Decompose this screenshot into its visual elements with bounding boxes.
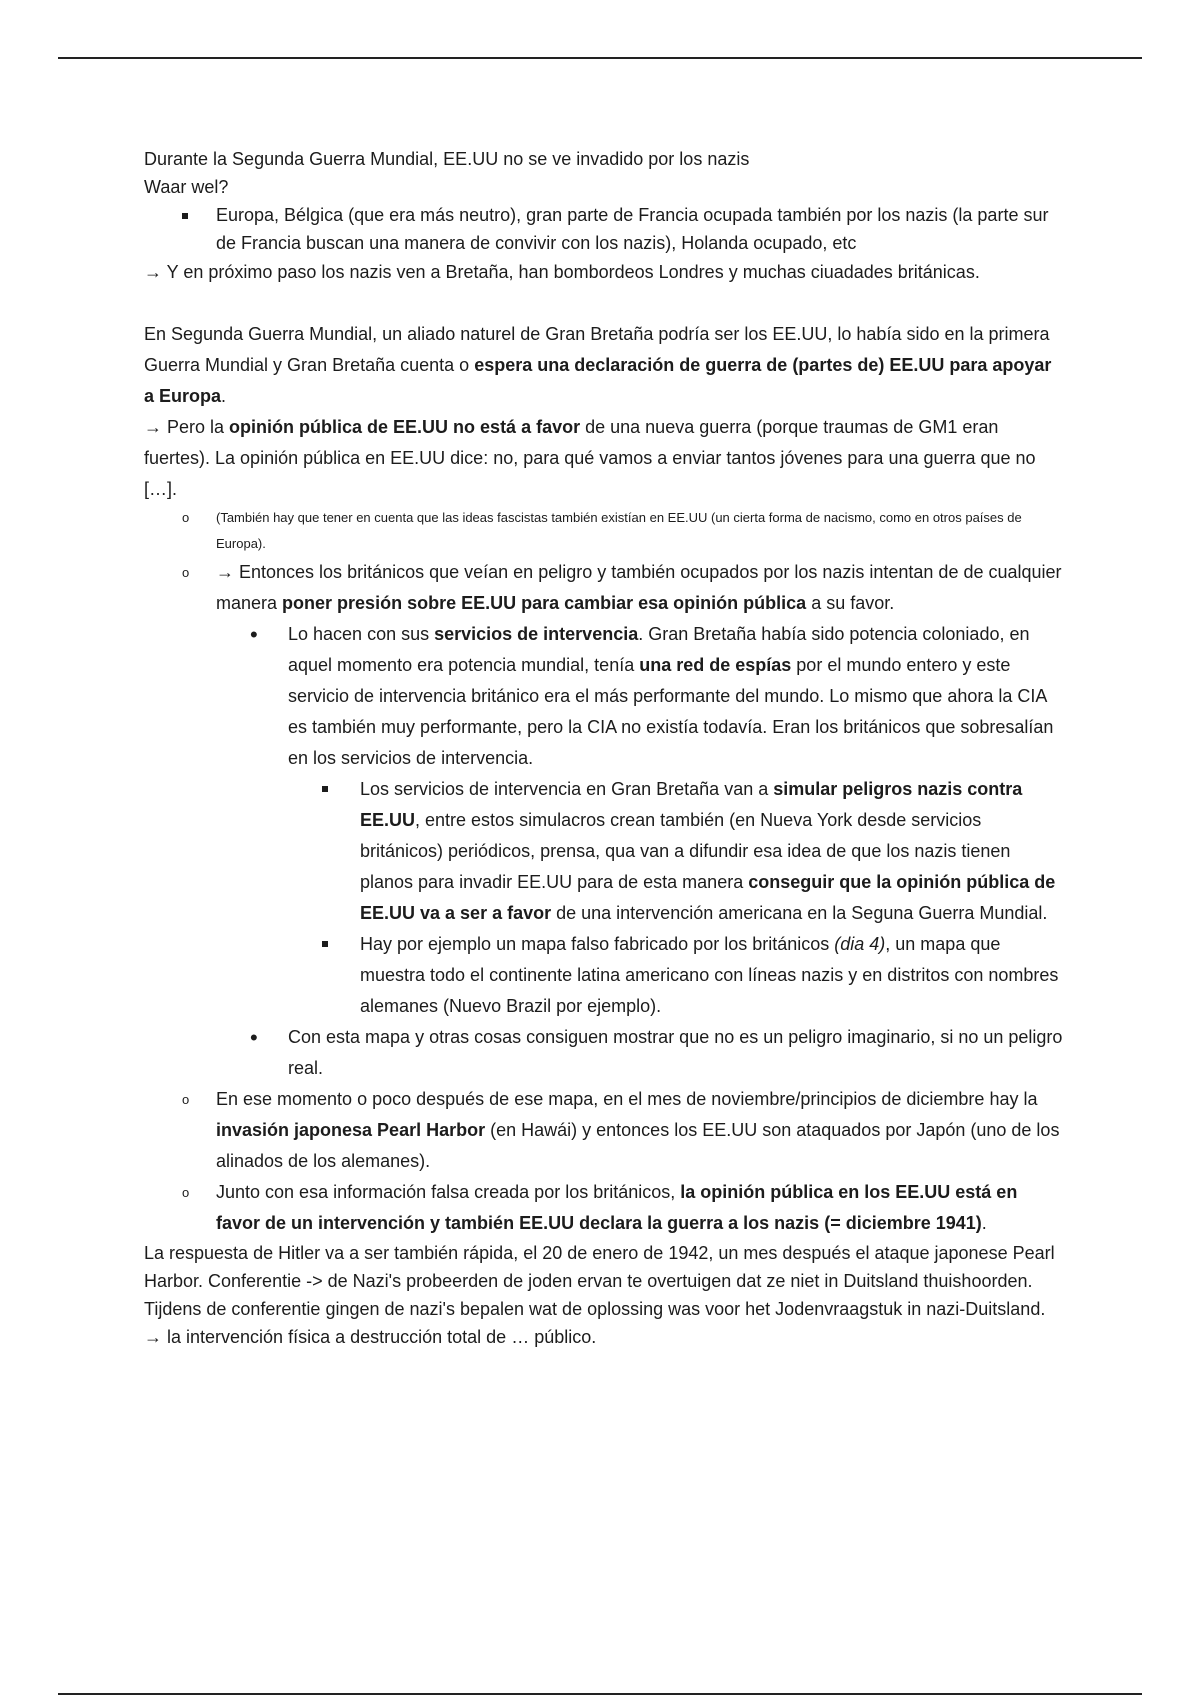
footer-rule — [58, 1693, 1142, 1695]
circle-bullet-icon: o — [182, 1185, 190, 1200]
circle-bullet-icon: o — [182, 510, 190, 525]
square-bullet-icon — [182, 201, 188, 219]
list-item: Hay por ejemplo un mapa falso fabricado por los británicos (dia 4), un mapa que muestra todo el continente latina americano con líneas nazis y en distritos con nombres alemanes (Nuevo Brazil por ejemplo). — [144, 929, 1064, 1022]
list-item: Europa, Bélgica (que era más neutro), gran parte de Francia ocupada también por los nazis (la parte sur de Francia buscan una manera de convivir con los nazis), Holanda ocupado, etc — [144, 201, 1064, 257]
list-item: Los servicios de intervencia en Gran Bretaña van a simular peligros nazis contra EE.UU, entre estos simulacros crean también (en Nueva York desde servicios británicos) periódicos, prensa, qua van a difundir esa idea de que los nazis tienen planos para invadir EE.UU para de esta manera conseguir que la opinión pública de EE.UU va a ser a favor de una intervención americana en la Seguna Guerra Mundial. — [144, 774, 1064, 929]
list-item: o (También hay que tener en cuenta que las ideas fascistas también existían en EE.UU (un cierta forma de nacismo, como en otros países de Europa). — [144, 505, 1064, 557]
square-bullet-icon — [322, 929, 328, 947]
list-item: • Lo hacen con sus servicios de intervencia. Gran Bretaña había sido potencia coloniado, en aquel momento era potencia mundial, tenía una red de espías por el mundo entero y este servicio de intervencia británico era el más performante del mundo. Lo mismo que ahora la CIA es también muy performante, pero la CIA no existía todavía. Eran los británicos que sobresalían en los servicios de intervencia. — [144, 619, 1064, 774]
list-item: o En ese momento o poco después de ese mapa, en el mes de noviembre/principios de diciembre hay la invasión japonesa Pearl Harbor (en Hawái) y entonces los EE.UU son ataquados por Japón (uno de los alinados de los alemanes). — [144, 1084, 1064, 1177]
circle-bullet-icon: o — [182, 565, 190, 580]
paragraph: → Y en próximo paso los nazis ven a Bretaña, han bombordeos Londres y muchas ciuadades británicas. — [144, 262, 980, 282]
header-rule — [58, 57, 1142, 59]
list-item: o Junto con esa información falsa creada por los británicos, la opinión pública en los EE.UU está en favor de un intervención y también EE.UU declara la guerra a los nazis (= diciembre 1941). — [144, 1177, 1064, 1239]
list-item: o → Entonces los británicos que veían en peligro y también ocupados por los nazis intentan de de cualquier manera poner presión sobre EE.UU para cambiar esa opinión pública a su favor. — [144, 557, 1064, 619]
document-body — [144, 145, 1064, 1351]
circle-bullet-icon: o — [182, 1092, 190, 1107]
paragraph: Waar wel? — [144, 177, 229, 197]
dot-bullet-icon: • — [250, 622, 258, 647]
dot-bullet-icon: • — [250, 1025, 258, 1050]
square-bullet-icon — [322, 774, 328, 792]
paragraph: Durante la Segunda Guerra Mundial, EE.UU no se ve invadido por los nazis — [144, 149, 750, 169]
paragraph: La respuesta de Hitler va a ser también rápida, el 20 de enero de 1942, un mes después el ataque japonese Pearl Harbor. Conferentie -> de Nazi's probeerden de joden ervan te overtuigen dat ze niet in Duitsland thuishoorden. Tijdens de conferentie gingen de nazi's bepalen wat de oplossing was voor het Jodenvraagstuk in nazi-Duitsland. → la intervención física a destrucción total de … público. — [144, 1243, 1055, 1347]
list-item: • Con esta mapa y otras cosas consiguen mostrar que no es un peligro imaginario, si no un peligro real. — [144, 1022, 1064, 1084]
paragraph: → Pero la opinión pública de EE.UU no está a favor de una nueva guerra (porque traumas de GM1 eran fuertes). La opinión pública en EE.UU dice: no, para qué vamos a enviar tantos jóvenes para una guerra que no […]. — [144, 417, 1036, 499]
paragraph: En Segunda Guerra Mundial, un aliado naturel de Gran Bretaña podría ser los EE.UU, lo había sido en la primera Guerra Mundial y Gran Bretaña cuenta o espera una declaración de guerra de (partes de) EE.UU para apoyar a Europa. — [144, 324, 1052, 406]
